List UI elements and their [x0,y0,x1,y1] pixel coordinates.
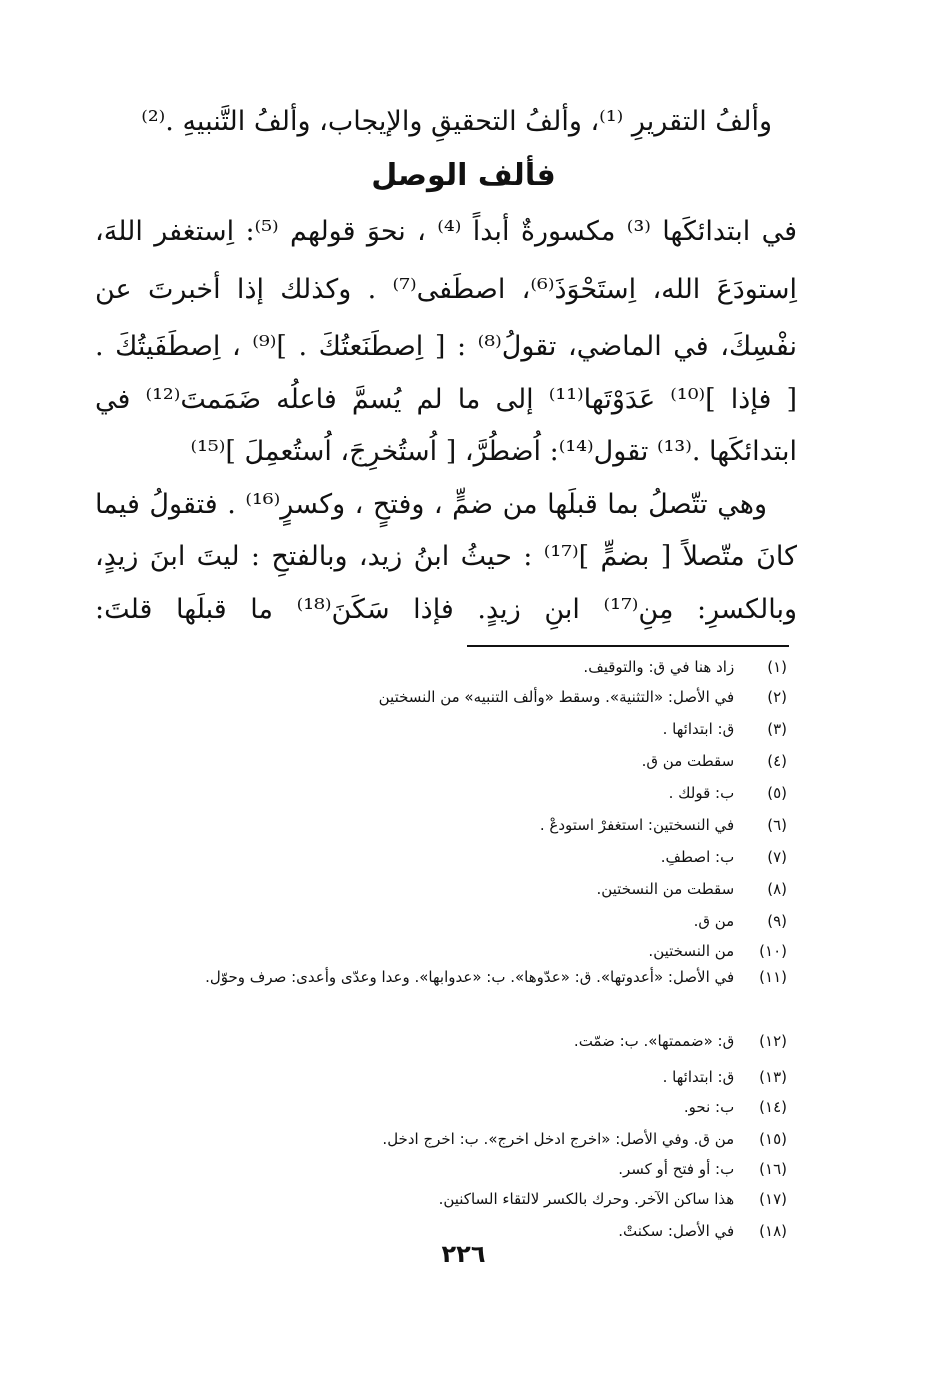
footnote: (١٨) في الأصل: سكنتْ. [618,1222,787,1240]
main-text-line-5: [ فإذا ]⁽¹⁰⁾ عَدَوْتَها⁽¹¹⁾ إلى ما لم يُسمَّ فاعلُه ضَمَمتَ⁽¹²⁾ في [95,384,798,415]
section-heading: فألف الوصل [371,158,556,193]
footnote: (١١) في الأصل: «أعدوتها». ق: «عدّوها». ب: «عدوابها». وعدا وعدّى وأعدى: صرف وحوّل. [205,968,787,986]
main-text-line-4: نفْسِكَ، في الماضي، تقولُ⁽⁸⁾ : [ اِصطَنَعتُكَ . ]⁽⁹⁾ ، اِصطَفَيتُكَ . [95,331,797,362]
main-text-line-7: وهي تتّصلُ بما قبلَها من ضمٍّ ، وفتحٍ ، وكسرٍ⁽¹⁶⁾ . فتقولُ فيما [95,489,767,520]
footnote: (١٤) ب: نحو. [683,1098,787,1116]
footnote: (٩) من ق. [693,912,787,930]
footnote: (١٦) ب: أو فتح أو كسر. [618,1160,787,1178]
footnote: (١٠) من النسختين. [648,942,787,960]
footnote: (١) زاد هنا في ق: والتوقيف. [583,658,787,676]
footnote: (٦) في النسختين: استغفرْ استودعْ . [539,816,787,834]
footnote-separator [467,645,789,647]
footnote: (٣) ق: ابتدائها . [662,720,787,738]
footnote: (١٧) هذا ساكن الآخر. وحرك بالكسر لالتقاء الساكنين. [438,1190,787,1208]
footnote: (٧) ب: اصطفِ. [660,848,787,866]
footnote: (١٥) من ق. وفي الأصل: «اخرج ادخل اخرج». ب: اخرج ادخل. [382,1130,787,1148]
page-number: ٢٢٦ [441,1240,486,1268]
footnote: (٤) سقطت من ق. [641,752,787,770]
main-text-line-6: ابتدائكَها .⁽¹³⁾ تقول⁽¹⁴⁾: اُضطُرَّ، [ اُستُخرِجَ، اُستُعمِلَ ]⁽¹⁵⁾ [190,436,797,467]
main-text-line-9: وبالكسرِ: مِنِ⁽¹⁷⁾ ابنِ زيدٍ. فإذا سَكَنَ⁽¹⁸⁾ ما قبلَها قلتَ: [95,594,798,625]
main-text-line-1: وألفُ التقريرِ ⁽¹⁾، وألفُ التحقيقِ والإيجاب، وألفُ التَّنبيهِ .⁽²⁾ [141,106,772,137]
main-text-line-2: في ابتدائكَها ⁽³⁾ مكسورةٌ أبداً ⁽⁴⁾ ، نحوَ قولهم ⁽⁵⁾: اِستغفر اللهَ، [95,216,797,247]
main-text-line-8: كانَ متّصلاً [ بضمٍّ ]⁽¹⁷⁾ : حيثُ ابنُ زيد، وبالفتحِ : ليتَ ابنَ زيدٍ، [95,541,797,572]
footnote: (٨) سقطت من النسختين. [596,880,787,898]
footnote: (٢) في الأصل: «التثنية». وسقط «وألف التنبيه» من النسختين [378,688,787,706]
main-text-line-3: اِستودَعَ الله، اِستَحْوَذَ⁽⁶⁾، اصطَفى⁽⁷⁾ . وكذلك إذا أخبرتَ عن [95,274,797,305]
footnote: (١٢) ق: «ضممتها». ب: ضمّت. [573,1032,787,1050]
footnote: (١٣) ق: ابتدائها . [662,1068,787,1086]
footnote: (٥) ب: قولك . [668,784,787,802]
